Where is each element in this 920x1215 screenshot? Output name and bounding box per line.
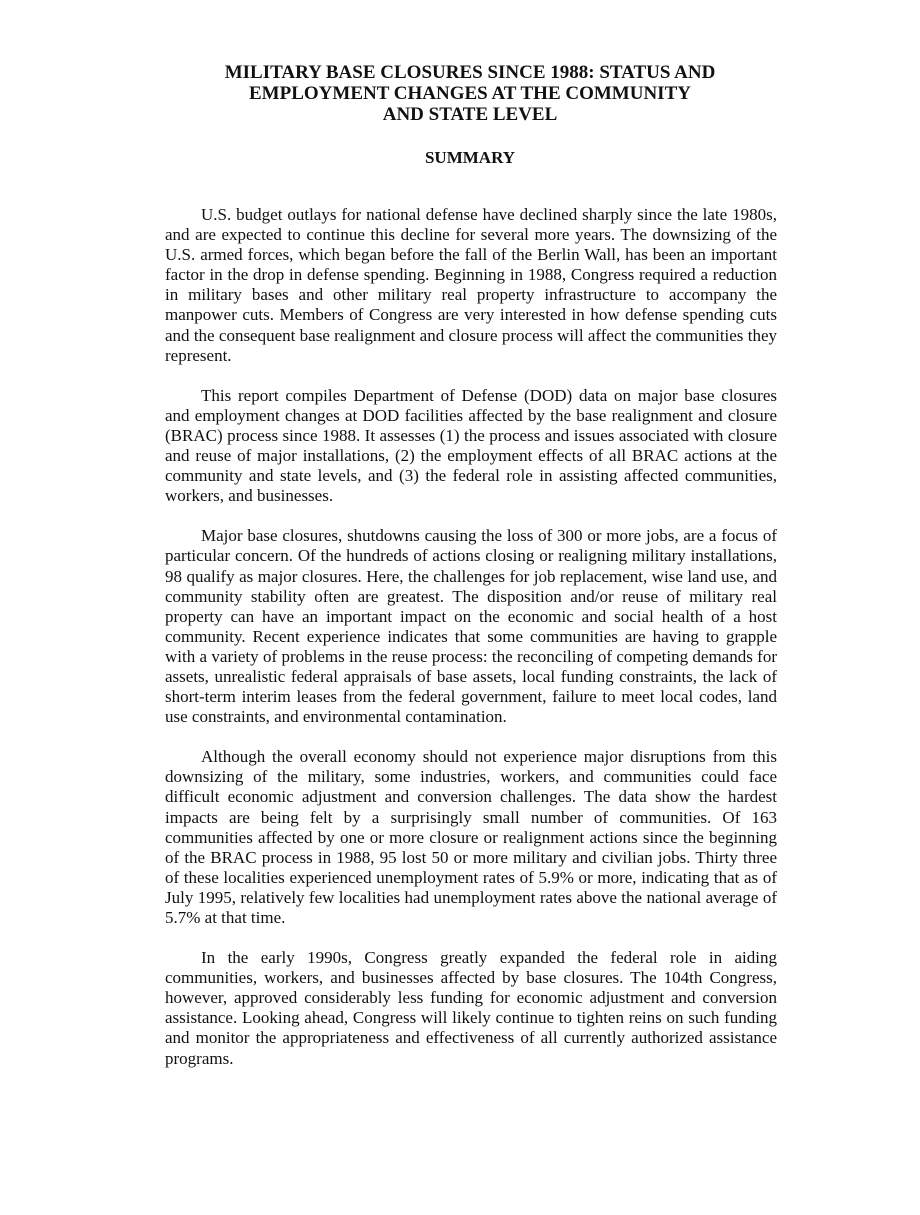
paragraph: U.S. budget outlays for national defense have declined sharply since the late 1980s, and are expected to continue this decline for several more years. The downsizing of the U.S. armed forces, which began before the fall of the Berlin Wall, has been an important factor in the drop in defense spending. Beginning in 1988, Congress required a reduction in military bases and other military real property infrastructure to accompany the manpower cuts. Members of Congress are very interested in how defense spending cuts and the consequent base realignment and closure process will affect the communities they represent.	[165, 205, 777, 365]
paragraph: Although the overall economy should not experience major disruptions from this downsizing of the military, some industries, workers, and communities could face difficult economic adjustment and conversion challenges. The data show the hardest impacts are being felt by a surprisingly small number of communities. Of 163 communities affected by one or more closure or realignment actions since the beginning of the BRAC process in 1988, 95 lost 50 or more military and civilian jobs. Thirty three of these localities experienced unemployment rates of 5.9% or more, indicating that as of July 1995, relatively few localities had unemployment rates above the national average of 5.7% at that time.	[165, 747, 777, 927]
document-title	[150, 62, 790, 125]
section-heading: SUMMARY	[424, 148, 516, 167]
title-line: EMPLOYMENT CHANGES AT THE COMMUNITY	[249, 83, 691, 104]
summary-body	[165, 205, 777, 1089]
paragraph: Major base closures, shutdowns causing the loss of 300 or more jobs, are a focus of particular concern. Of the hundreds of actions closing or realigning military installations, 98 qualify as major closures. Here, the challenges for job replacement, wise land use, and community stability often are greatest. The disposition and/or reuse of military real property can have an important impact on the economic and social health of a host community. Recent experience indicates that some communities are having to grapple with a variety of problems in the reuse process: the reconciling of competing demands for assets, unrealistic federal appraisals of base assets, local funding constraints, the lack of short-term interim leases from the federal government, failure to meet local codes, land use constraints, and environmental contamination.	[165, 526, 777, 727]
paragraph: In the early 1990s, Congress greatly expanded the federal role in aiding communities, workers, and businesses affected by base closures. The 104th Congress, however, approved considerably less funding for economic adjustment and conversion assistance. Looking ahead, Congress will likely continue to tighten reins on such funding and monitor the appropriateness and effectiveness of all currently authorized assistance programs.	[165, 948, 777, 1068]
title-line: MILITARY BASE CLOSURES SINCE 1988: STATUS AND	[224, 62, 716, 83]
paragraph: This report compiles Department of Defense (DOD) data on major base closures and employment changes at DOD facilities affected by the base realignment and closure (BRAC) process since 1988. It assesses (1) the process and issues associated with closure and reuse of major installations, (2) the employment effects of all BRAC actions at the community and state levels, and (3) the federal role in assisting affected communities, workers, and businesses.	[165, 385, 777, 506]
title-line: AND STATE LEVEL	[382, 104, 558, 125]
